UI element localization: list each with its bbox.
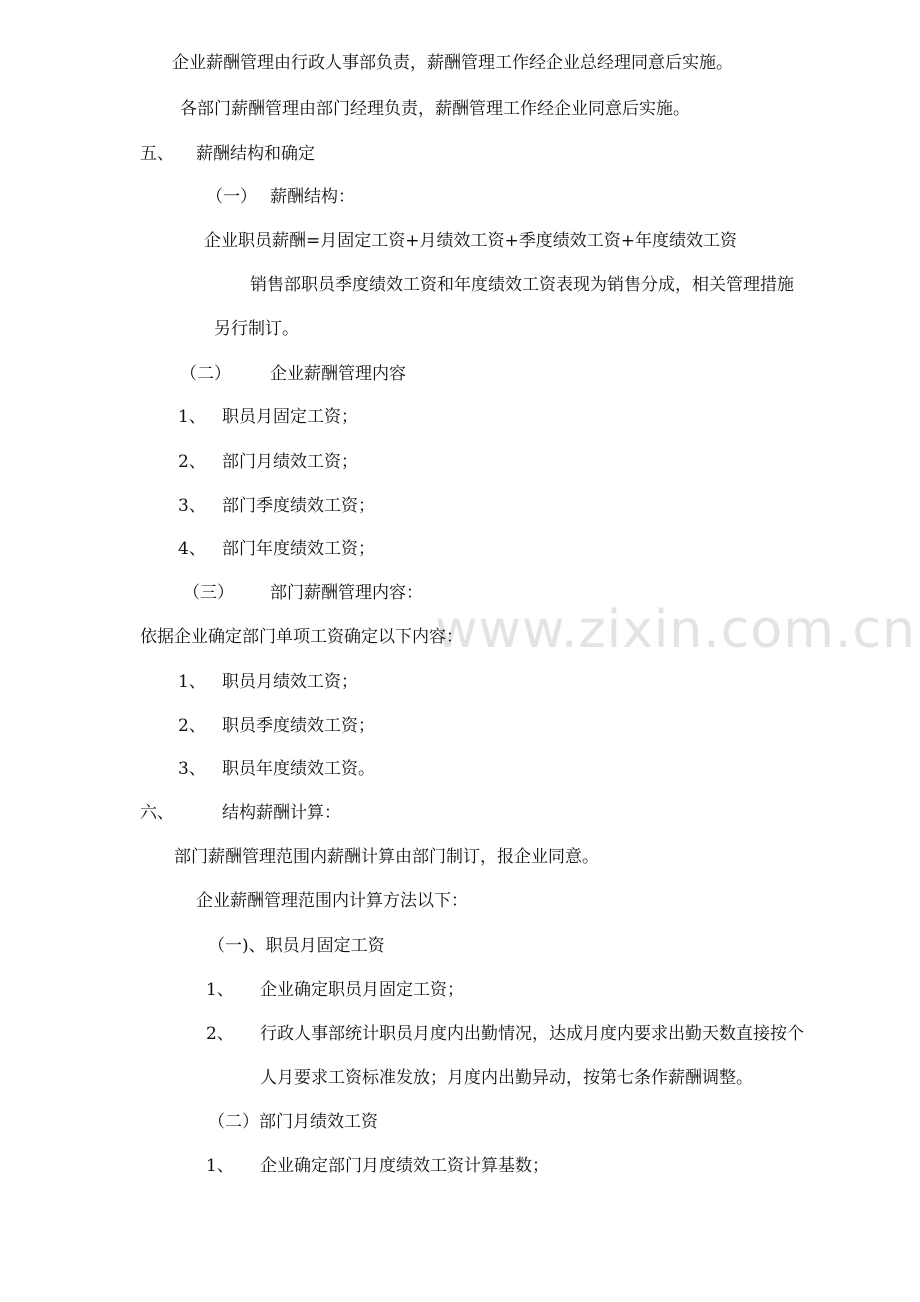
section-5-heading — [140, 143, 315, 165]
list-item-number: 3、 — [178, 496, 206, 516]
list-item-number: 2、 — [206, 1024, 234, 1044]
list-item-text: 职员季度绩效工资； — [222, 716, 375, 736]
section-title: 结构薪酬计算： — [222, 803, 341, 823]
subsection-number: （二） — [180, 364, 231, 384]
list-item — [206, 1155, 549, 1177]
list-item-continuation: 人月要求工资标准发放；月度内出勤异动，按第七条作薪酬调整。 — [260, 1068, 753, 1088]
list-item — [206, 979, 464, 1001]
list-item — [178, 715, 375, 737]
section-title: 薪酬结构和确定 — [196, 144, 315, 164]
list-item-text: 职员月固定工资； — [222, 407, 358, 427]
salary-formula: 企业职员薪酬=月固定工资+月绩效工资+季度绩效工资+年度绩效工资 — [204, 231, 737, 251]
list-item — [178, 495, 375, 517]
list-item-text: 企业确定部门月度绩效工资计算基数； — [260, 1156, 549, 1176]
subsection-title: 部门薪酬管理内容： — [270, 583, 423, 603]
subsection-number: （三） — [183, 583, 234, 603]
list-item-number: 2、 — [178, 716, 206, 736]
list-item — [178, 451, 358, 473]
section-6-heading — [140, 802, 341, 824]
list-item-text: 部门年度绩效工资； — [222, 539, 375, 559]
subsection-3-heading — [183, 582, 423, 604]
subsection-heading-department-monthly-performance: （二）部门月绩效工资 — [208, 1112, 378, 1132]
section-number: 六、 — [140, 803, 174, 823]
paragraph-basis: 依据企业确定部门单项工资确定以下内容： — [140, 627, 463, 647]
list-item-number: 1、 — [206, 1156, 234, 1176]
list-item-text: 职员月绩效工资； — [222, 672, 358, 692]
subsection-1-heading — [206, 186, 355, 208]
paragraph-department-calculation: 部门薪酬管理范围内薪酬计算由部门制订，报企业同意。 — [174, 847, 599, 867]
list-item — [178, 538, 375, 560]
paragraph-corporate-salary-management: 企业薪酬管理由行政人事部负责，薪酬管理工作经企业总经理同意后实施。 — [172, 53, 733, 73]
list-item — [206, 1023, 804, 1045]
list-item-text: 职员年度绩效工资。 — [222, 759, 375, 779]
list-item-number: 1、 — [206, 980, 234, 1000]
list-item-text: 企业确定职员月固定工资； — [260, 980, 464, 1000]
watermark: www.zixin.com.cn — [435, 600, 916, 660]
paragraph-department-salary-management: 各部门薪酬管理由部门经理负责，薪酬管理工作经企业同意后实施。 — [180, 99, 690, 119]
list-item-text: 部门月绩效工资； — [222, 452, 358, 472]
list-item-number: 4、 — [178, 539, 206, 559]
list-item-number: 1、 — [178, 407, 206, 427]
list-item-number: 3、 — [178, 759, 206, 779]
list-item-text: 行政人事部统计职员月度内出勤情况，达成月度内要求出勤天数直接按个 — [260, 1024, 804, 1044]
list-item — [178, 671, 358, 693]
list-item-number: 1、 — [178, 672, 206, 692]
subsection-heading-monthly-fixed-salary: （一)、职员月固定工资 — [208, 936, 385, 956]
subsection-title: 企业薪酬管理内容 — [270, 364, 406, 384]
subsection-number: （一） — [206, 187, 257, 207]
list-item — [178, 758, 375, 780]
list-item — [178, 406, 358, 428]
list-item-text: 部门季度绩效工资； — [222, 496, 375, 516]
subsection-2-heading — [180, 363, 406, 385]
paragraph-sales-commission-cont: 另行制订。 — [214, 319, 299, 339]
subsection-title: 薪酬结构： — [270, 187, 355, 207]
list-item-number: 2、 — [178, 452, 206, 472]
paragraph-sales-commission: 销售部职员季度绩效工资和年度绩效工资表现为销售分成，相关管理措施 — [250, 275, 794, 295]
section-number: 五、 — [140, 144, 174, 164]
paragraph-corporate-calculation: 企业薪酬管理范围内计算方法以下： — [196, 891, 468, 911]
